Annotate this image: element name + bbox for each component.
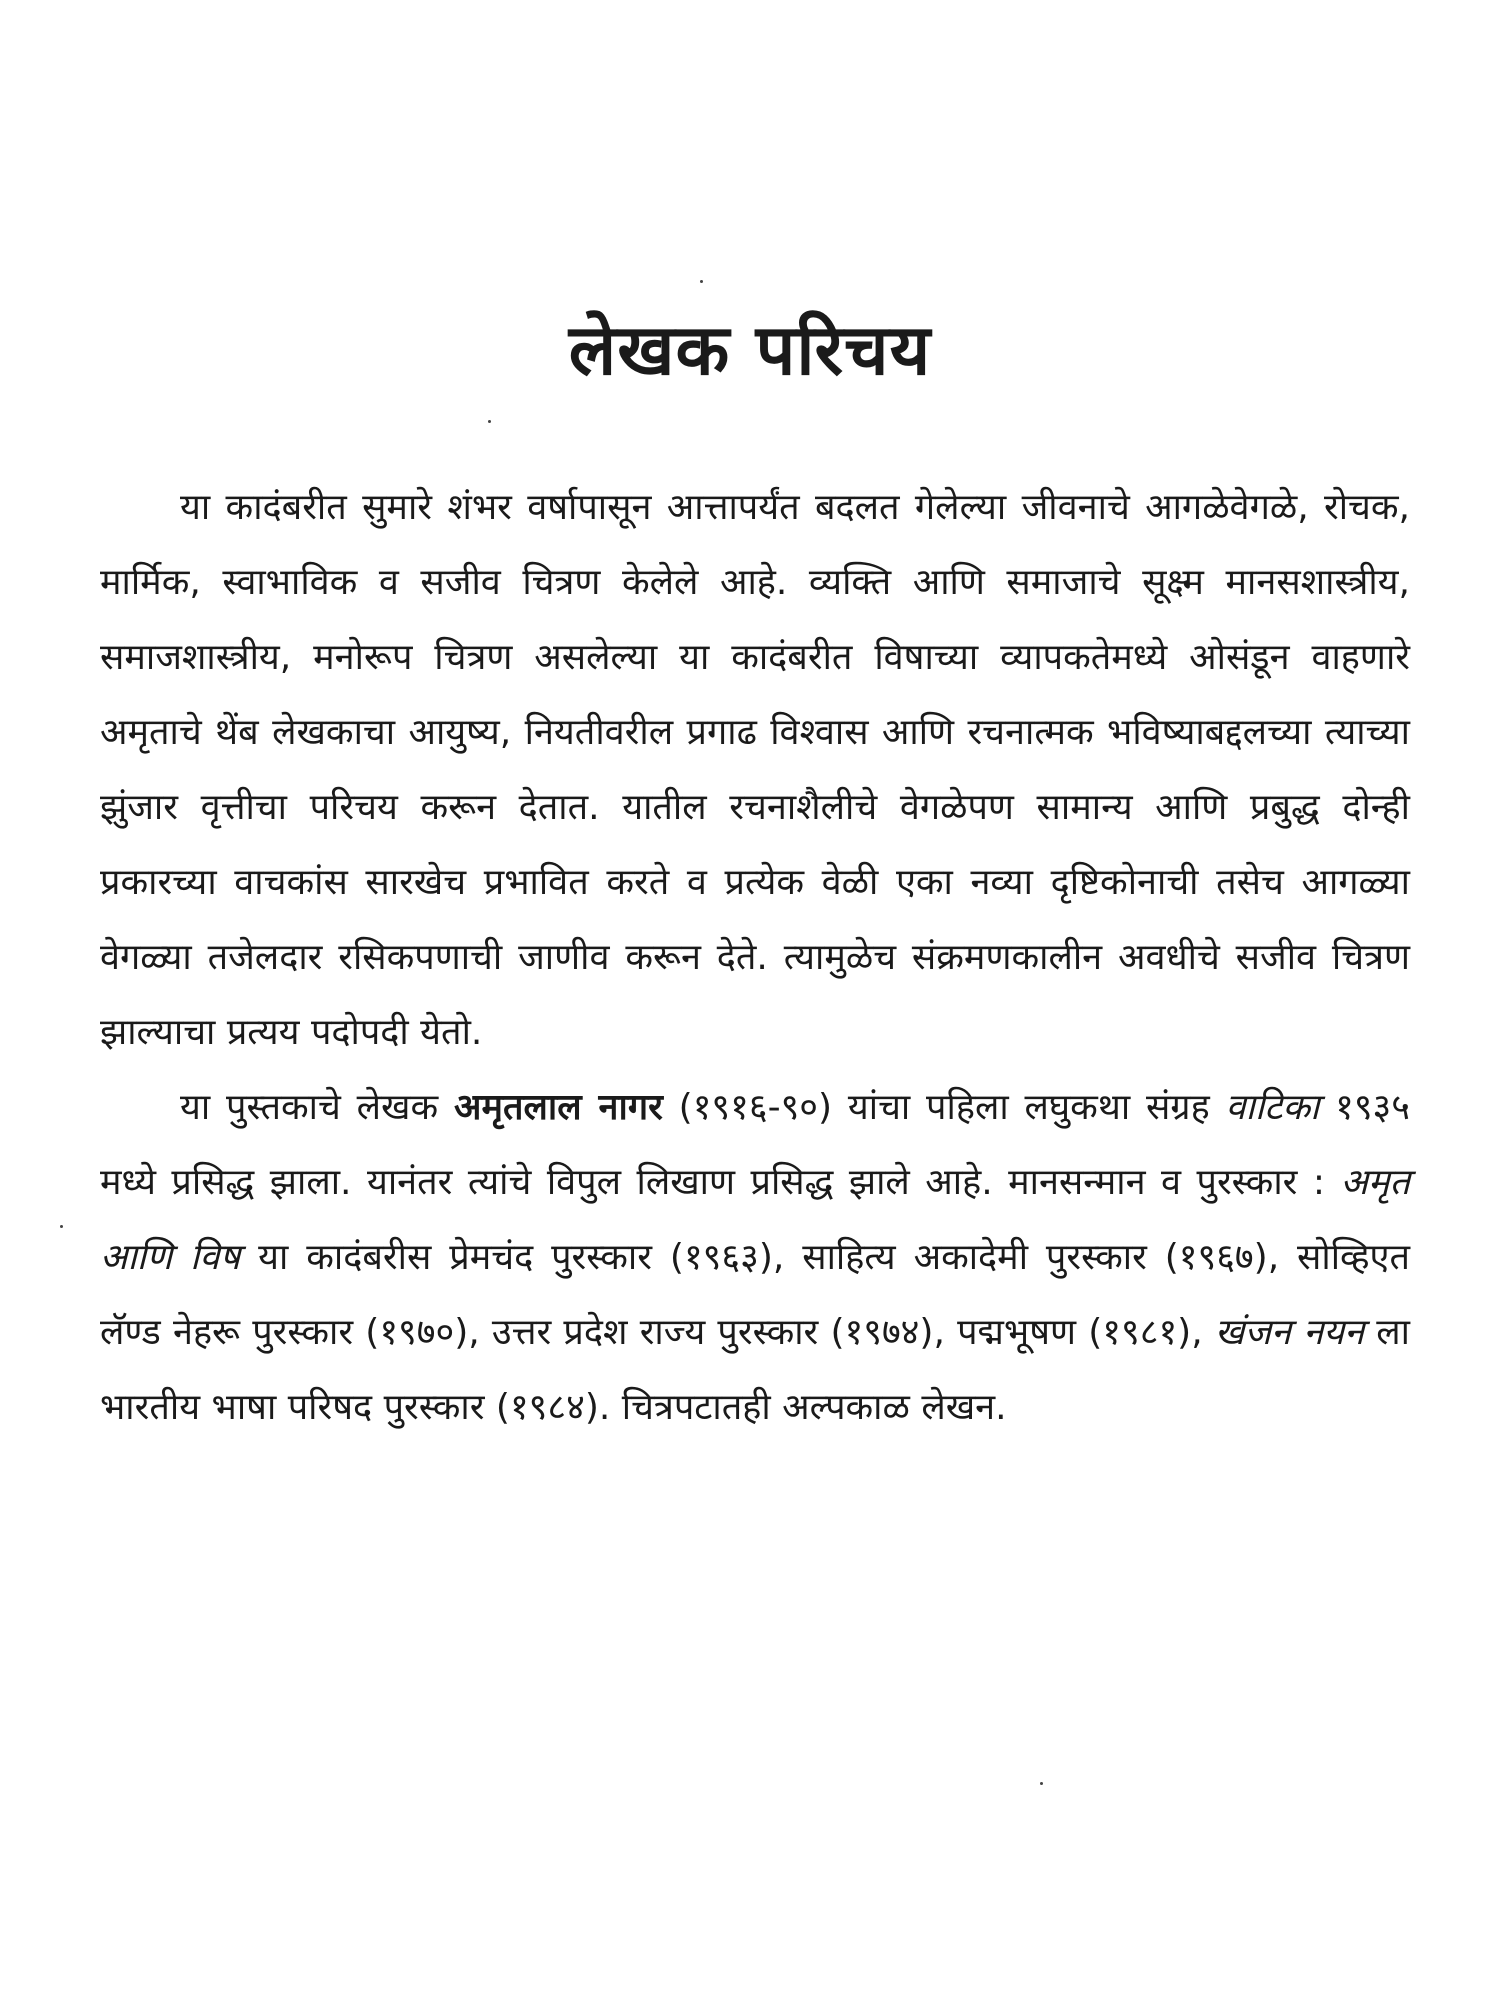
book-title: वाटिका (1225, 1087, 1320, 1128)
text-run: ला भारतीय भाषा परिषद पुरस्कार (१९८४). चित्रपटातही अल्पकाळ लेखन. (100, 1312, 1410, 1428)
page-title: लेखक परिचय (568, 309, 932, 391)
text-run: (१९१६-९०) यांचा पहिला लघुकथा संग्रह (662, 1087, 1226, 1128)
scan-speck (488, 420, 491, 423)
document-body (100, 470, 1410, 1445)
book-title: अमृत आणि विष (100, 1162, 1410, 1278)
scan-speck (60, 1225, 63, 1228)
author-name: अमृतलाल नागर (453, 1087, 663, 1128)
paragraph-author-bio (100, 1070, 1410, 1445)
text-run: १९३५ मध्ये प्रसिद्ध झाला. यानंतर त्यांचे विपुल लिखाण प्रसिद्ध झाले आहे. मानसन्मान व पुरस्कार : (100, 1087, 1411, 1203)
book-title: खंजन नयन (1214, 1312, 1365, 1353)
scan-speck (1040, 1782, 1043, 1785)
text-run: या कादंबरीस प्रेमचंद पुरस्कार (१९६३), साहित्य अकादेमी पुरस्कार (१९६७), सोव्हिएत लॅण्ड नेहरू पुरस्कार (१९७०), उत्तर प्रदेश राज्य पुरस्कार (१९७४), पद्मभूषण (१९८१), (100, 1237, 1410, 1353)
scan-speck (700, 280, 703, 283)
paragraph-novel-description: या कादंबरीत सुमारे शंभर वर्षापासून आत्तापर्यंत बदलत गेलेल्या जीवनाचे आगळेवेगळे, रोचक, मार्मिक, स्वाभाविक व सजीव चित्रण केलेले आहे. व्यक्ति आणि समाजाचे सूक्ष्म मानसशास्त्रीय, समाजशास्त्रीय, मनोरूप चित्रण असलेल्या या कादंबरीत विषाच्या व्यापकतेमध्ये ओसंडून वाहणारे अमृताचे थेंब लेखकाचा आयुष्य, नियतीवरील प्रगाढ विश्वास आणि रचनात्मक भविष्याबद्दलच्या त्याच्या झुंजार वृत्तीचा परिचय करून देतात. यातील रचनाशैलीचे वेगळेपण सामान्य आणि प्रबुद्ध दोन्ही प्रकारच्या वाचकांस सारखेच प्रभावित करते व प्रत्येक वेळी एका नव्या दृष्टिकोनाची तसेच आगळ्या वेगळ्या तजेलदार रसिकपणाची जाणीव करून देते. त्यामुळेच संक्रमणकालीन अवधीचे सजीव चित्रण झाल्याचा प्रत्यय पदोपदी येतो. (100, 487, 1410, 1053)
text-run: या पुस्तकाचे लेखक (180, 1087, 454, 1128)
